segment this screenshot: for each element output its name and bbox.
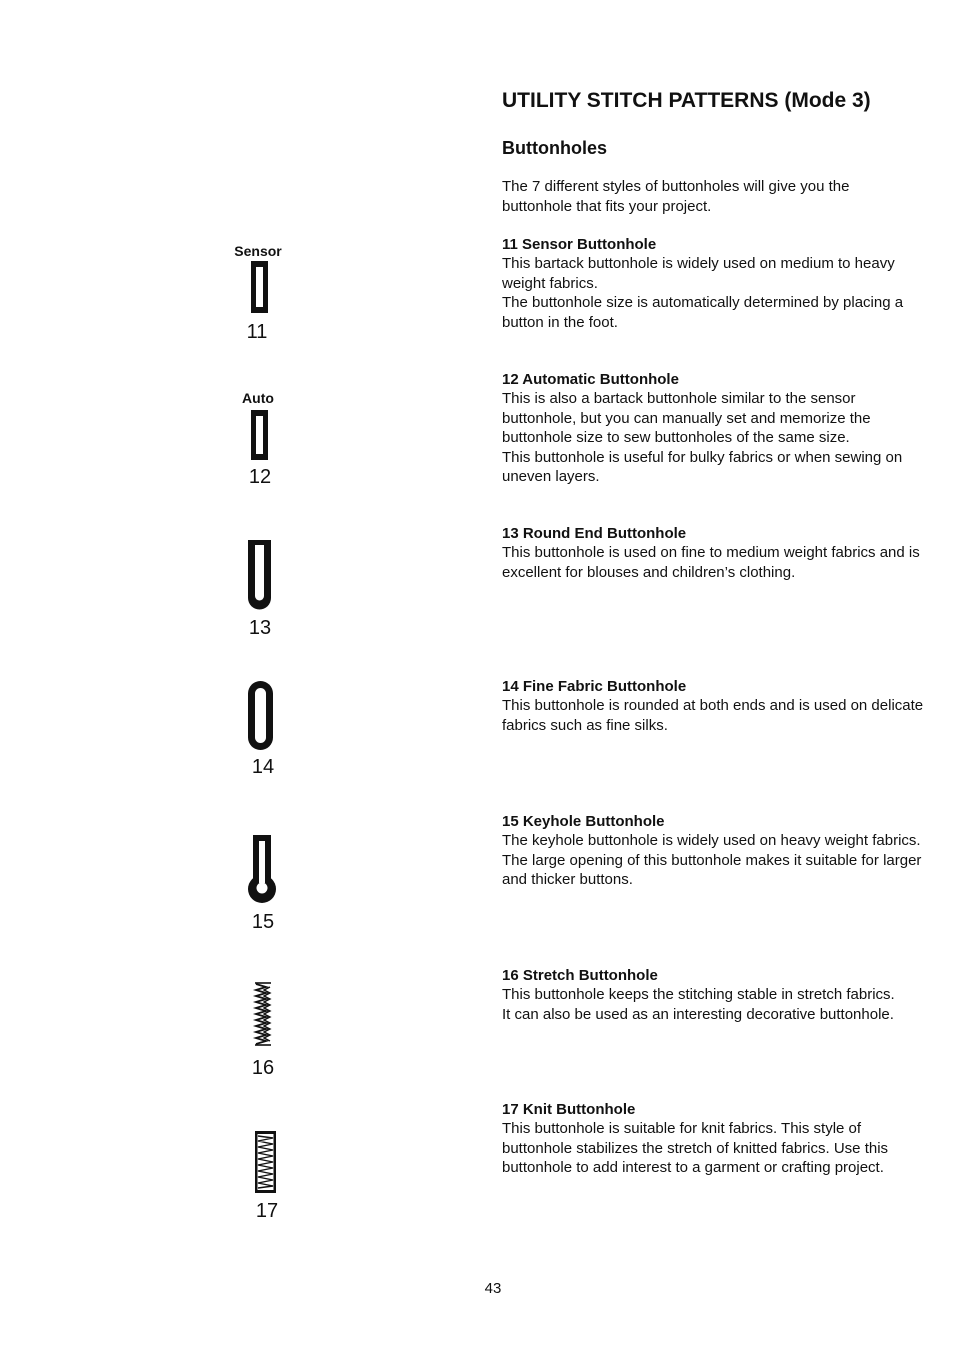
icon-number: 12 xyxy=(248,466,272,488)
icon-number: 14 xyxy=(251,756,275,778)
icon-number: 11 xyxy=(246,321,268,340)
intro-paragraph: The 7 different styles of buttonholes will give you the buttonhole that fits your project. xyxy=(502,178,850,215)
entry-text: This bartack buttonhole is widely used on medium to heavy weight fabrics. xyxy=(502,255,895,292)
entry-title: 14 Fine Fabric Buttonhole xyxy=(502,678,687,695)
icon-mode-label: Sensor xyxy=(234,243,282,259)
entry-text: The buttonhole size is automatically determined by placing a button in the foot. xyxy=(502,294,904,331)
entry-automatic-buttonhole xyxy=(502,370,927,486)
entry-title: 16 Stretch Buttonhole xyxy=(502,967,658,984)
fine-fabric-buttonhole-icon xyxy=(226,678,296,778)
entry-text: This buttonhole is used on fine to medium weight fabrics and is excellent for blouses and children’s clothing. xyxy=(502,544,920,581)
entry-knit-buttonhole xyxy=(502,1100,927,1178)
icon-number: 15 xyxy=(251,911,275,932)
icon-number: 13 xyxy=(248,617,272,638)
entry-text: It can also be used as an interesting decorative buttonhole. xyxy=(502,1005,894,1023)
entry-text: This buttonhole is useful for bulky fabrics or when sewing on uneven layers. xyxy=(502,448,903,486)
entry-keyhole-buttonhole xyxy=(502,812,927,890)
page-number: 43 xyxy=(484,1280,502,1297)
auto-bartack-buttonhole-icon xyxy=(226,390,296,490)
entry-text: This buttonhole keeps the stitching stable in stretch fabrics. xyxy=(502,986,895,1004)
icon-number: 16 xyxy=(251,1057,275,1078)
sensor-bartack-buttonhole-icon xyxy=(226,240,296,340)
entry-sensor-buttonhole xyxy=(502,235,927,332)
icon-mode-label: Auto xyxy=(242,390,274,406)
entry-round-end-buttonhole xyxy=(502,524,927,582)
page-title: UTILITY STITCH PATTERNS (Mode 3) xyxy=(502,89,871,112)
entry-title: 11 Sensor Buttonhole xyxy=(502,236,657,253)
entry-text: This buttonhole is suitable for knit fabrics. This style of buttonhole stabilizes the stretch of knitted fabrics. Use this buttonhole to add interest to a garment or crafting project. xyxy=(502,1120,889,1177)
entry-stretch-buttonhole xyxy=(502,966,927,1024)
entry-title: 15 Keyhole Buttonhole xyxy=(502,813,665,830)
keyhole-buttonhole-icon xyxy=(226,832,296,932)
icon-number: 17 xyxy=(255,1200,279,1222)
entry-fine-fabric-buttonhole xyxy=(502,677,927,735)
stretch-buttonhole-icon xyxy=(226,978,296,1078)
knit-buttonhole-icon xyxy=(226,1124,296,1224)
entry-title: 17 Knit Buttonhole xyxy=(502,1101,636,1118)
entry-text: This buttonhole is rounded at both ends and is used on delicate fabrics such as fine silks. xyxy=(502,697,924,734)
entry-title: 13 Round End Buttonhole xyxy=(502,525,687,542)
entry-text: The keyhole buttonhole is widely used on heavy weight fabrics. The large opening of this buttonhole makes it suitable for larger and thicker buttons. xyxy=(502,832,922,889)
round-end-buttonhole-icon xyxy=(226,538,296,638)
entry-title: 12 Automatic Buttonhole xyxy=(502,371,679,388)
section-subtitle: Buttonholes xyxy=(502,138,607,158)
entry-text: This is also a bartack buttonhole similar to the sensor buttonhole, but you can manually set and memorize the buttonhole size to sew buttonholes of the same size. xyxy=(502,390,871,447)
